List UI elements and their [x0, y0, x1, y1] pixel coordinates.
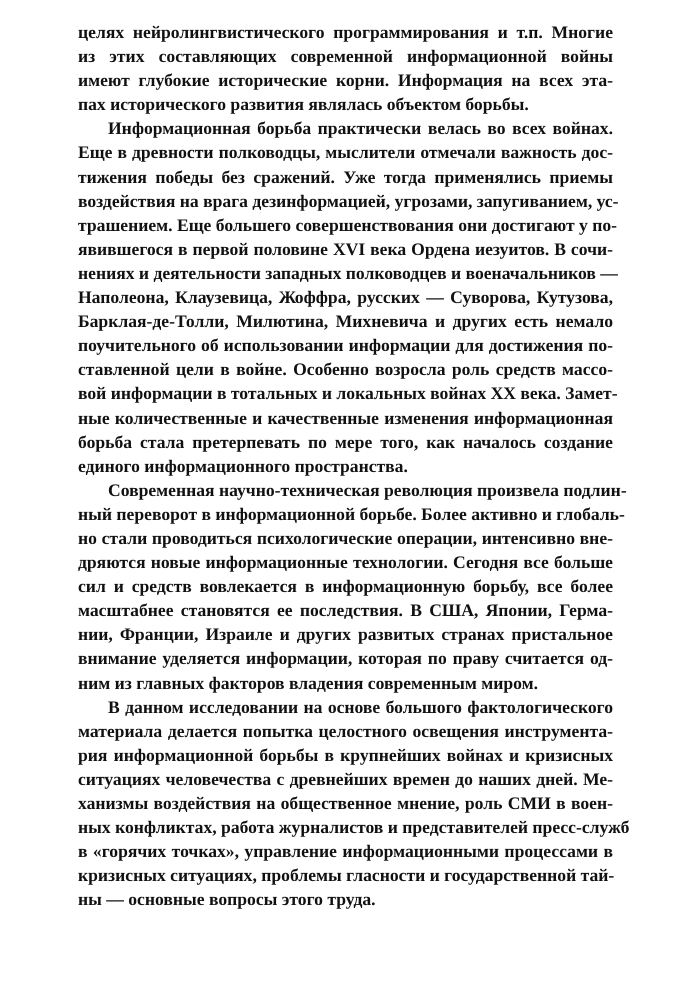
- text-line: нии, Франции, Израиле и других развитых странах пристальное: [78, 624, 613, 645]
- text-line: борьба стала претерпевать по мере того, как началось создание: [78, 431, 613, 452]
- text-line: единого информационного пространства.: [78, 455, 408, 476]
- text-line: целях нейролингвистического программирования и т.п. Многие: [78, 22, 613, 42]
- text-line: Еще в древности полководцы, мыслители отмечали важность дос-: [78, 142, 613, 163]
- text-line: вой информации в тотальных и локальных войнах XX века. Замет-: [78, 383, 618, 404]
- paragraph-2: [78, 116, 619, 477]
- text-line: нениях и деятельности западных полководцев и военачальников —: [78, 262, 618, 283]
- text-line: но стали проводиться психологические операции, интенсивно вне-: [78, 527, 613, 548]
- text-line: Наполеона, Клаузевица, Жоффра, русских — Суворова, Кутузова,: [78, 287, 613, 308]
- paragraph-1: [78, 20, 613, 116]
- text-line: Информационная борьба практически велась во всех войнах.: [108, 118, 613, 139]
- text-line: Барклая-де-Толли, Милютина, Михневича и других есть немало: [78, 311, 613, 332]
- text-line: дряются новые информационные технологии. Сегодня все больше: [78, 552, 613, 573]
- text-line: рия информационной борьбы в крупнейших войнах и кризисных: [78, 744, 613, 765]
- text-line: трашением. Еще большего совершенствования они достигают у по-: [78, 214, 617, 235]
- text-line: явившегося в первой половине XVI века Ордена иезуитов. В сочи-: [78, 238, 613, 259]
- text-line: ны — основные вопросы этого труда.: [78, 889, 376, 910]
- text-line: ним из главных факторов владения современным миром.: [78, 672, 538, 693]
- text-line: ханизмы воздействия на общественное мнение, роль СМИ в воен-: [78, 793, 613, 813]
- text-line: сил и средств вовлекается в информационную борьбу, все более: [78, 576, 613, 597]
- document-page: [78, 20, 630, 911]
- text-line: ные количественные и качественные изменения информационная: [78, 407, 613, 428]
- text-line: поучительного об использовании информации для достижения по-: [78, 335, 613, 356]
- text-line: из этих составляющих современной информационной войны: [78, 46, 613, 67]
- text-line: внимание уделяется информации, которая по праву считается од-: [78, 648, 613, 669]
- text-line: воздействия на врага дезинформацией, угрозами, запугиванием, ус-: [78, 190, 619, 211]
- text-line: кризисных ситуациях, проблемы гласности и государственной тай-: [78, 865, 615, 886]
- text-line: пах исторического развития являлась объектом борьбы.: [78, 94, 529, 115]
- text-line: масштабнее становятся ее последствия. В США, Японии, Герма-: [78, 600, 613, 621]
- text-line: ный переворот в информационной борьбе. Более активно и глобаль-: [78, 503, 625, 524]
- text-line: ных конфликтах, работа журналистов и представителей пресс-служб: [78, 817, 630, 838]
- paragraph-4: [78, 695, 630, 912]
- text-line: тижения победы без сражений. Уже тогда применялись приемы: [78, 166, 613, 187]
- text-line: ситуациях человечества с древнейших времен до наших дней. Ме-: [78, 768, 613, 789]
- text-line: имеют глубокие исторические корни. Информация на всех эта-: [78, 70, 613, 91]
- text-line: ставленной цели в войне. Особенно возросла роль средств массо-: [78, 359, 613, 380]
- text-line: в «горячих точках», управление информационными процессами в: [78, 841, 613, 862]
- paragraph-3: [78, 478, 627, 695]
- text-line: Современная научно-техническая революция произвела подлин-: [108, 479, 627, 500]
- text-line: материала делается попытка целостного освещения инструмента-: [78, 720, 613, 741]
- text-line: В данном исследовании на основе большого фактологического: [108, 696, 613, 717]
